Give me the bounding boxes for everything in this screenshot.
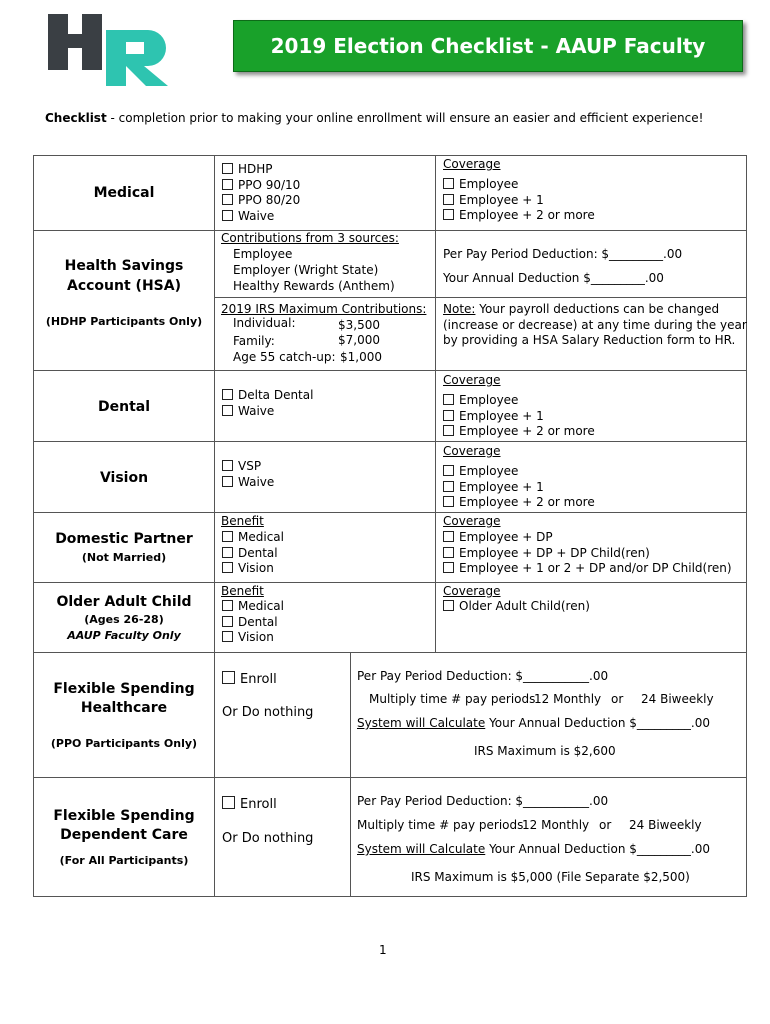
page-title-banner (233, 20, 743, 72)
dental-coverage-employee-plus-2[interactable]: Employee + 2 or more (443, 424, 595, 440)
dental-plan-delta[interactable]: Delta Dental (222, 388, 313, 404)
checkbox[interactable] (222, 600, 233, 611)
vision-label: Vision (99, 470, 149, 486)
vision-plan-vsp[interactable]: VSP (222, 459, 261, 475)
page-title: 2019 Election Checklist - AAUP Faculty (270, 34, 706, 58)
hsa-label-line1: Health Savings (64, 258, 184, 274)
checkbox[interactable] (443, 547, 454, 558)
checkbox[interactable] (443, 178, 454, 189)
medical-coverage-employee-plus-1[interactable]: Employee + 1 (443, 193, 544, 209)
checkbox[interactable] (222, 531, 233, 542)
medical-coverage-title: Coverage (443, 157, 501, 171)
checkbox[interactable] (222, 194, 233, 205)
checkbox[interactable] (222, 179, 233, 190)
domestic-coverage-employee-dp[interactable]: Employee + DP (443, 530, 553, 546)
medical-label: Medical (93, 185, 155, 201)
hsa-note-line1: Note: Your payroll deductions can be changed (443, 302, 720, 316)
row-divider (33, 370, 747, 371)
older-child-ages: (Ages 26-28) (84, 613, 164, 626)
fsa-health-biweekly: 24 Biweekly (641, 692, 714, 706)
hsa-max-individual-label: Individual: (233, 316, 296, 330)
medical-plan-ppo-90-10[interactable]: PPO 90/10 (222, 178, 300, 194)
row-divider (33, 777, 747, 778)
fsa-dependent-irs-max: IRS Maximum is $5,000 (File Separate $2,500) (411, 870, 690, 884)
hsa-per-pay-deduction[interactable]: Per Pay Period Deduction: $_________.00 (443, 247, 683, 261)
checkbox[interactable] (222, 547, 233, 558)
hsa-max-catchup-value: $1,000 (340, 350, 382, 364)
fsa-health-irs-max: IRS Maximum is $2,600 (474, 744, 616, 758)
fsa-dependent-multiply-label: Multiply time # pay periods (357, 818, 524, 832)
older-child-benefit-dental[interactable]: Dental (222, 615, 278, 631)
older-child-benefit-vision[interactable]: Vision (222, 630, 274, 646)
domestic-benefit-title: Benefit (221, 514, 264, 528)
domestic-benefit-dental[interactable]: Dental (222, 546, 278, 562)
dental-coverage-title: Coverage (443, 373, 501, 387)
hsa-annual-deduction[interactable]: Your Annual Deduction $_________.00 (443, 271, 664, 285)
domestic-partner-label: Domestic Partner (55, 531, 193, 547)
fsa-health-or: or (611, 692, 624, 706)
checkbox[interactable] (222, 476, 233, 487)
checkbox[interactable] (443, 562, 454, 573)
older-child-coverage-title: Coverage (443, 584, 501, 598)
medical-coverage-employee-plus-2[interactable]: Employee + 2 or more (443, 208, 595, 224)
checkbox[interactable] (222, 796, 235, 809)
hsa-note-line3: by providing a HSA Salary Reduction form to HR. (443, 333, 736, 347)
fsa-health-label-line2: Healthcare (80, 700, 168, 716)
intro-bold: Checklist (45, 111, 107, 125)
older-child-benefit-medical[interactable]: Medical (222, 599, 284, 615)
domestic-partner-sub-label: (Not Married) (81, 551, 167, 564)
vision-coverage-employee-plus-1[interactable]: Employee + 1 (443, 480, 544, 496)
checkbox[interactable] (222, 163, 233, 174)
checkbox[interactable] (443, 410, 454, 421)
row-divider (33, 512, 747, 513)
hsa-max-catchup-label: Age 55 catch-up: (233, 350, 336, 364)
fsa-dependent-enroll[interactable]: Enroll (222, 796, 277, 813)
hsa-max-individual-value: $3,500 (338, 318, 380, 332)
older-child-label: Older Adult Child (56, 594, 192, 610)
checkbox[interactable] (443, 209, 454, 220)
hsa-inner-divider (215, 297, 747, 298)
fsa-dependent-or: or (599, 818, 612, 832)
domestic-coverage-title: Coverage (443, 514, 501, 528)
vision-plan-waive[interactable]: Waive (222, 475, 274, 491)
medical-plan-hdhp[interactable]: HDHP (222, 162, 273, 178)
column-divider (214, 155, 215, 897)
fsa-dependent-biweekly: 24 Biweekly (629, 818, 702, 832)
hsa-source-healthy-rewards: Healthy Rewards (Anthem) (233, 279, 395, 293)
medical-plan-waive[interactable]: Waive (222, 209, 274, 225)
checkbox[interactable] (443, 394, 454, 405)
hr-logo (46, 14, 174, 86)
fsa-health-enroll[interactable]: Enroll (222, 671, 277, 688)
vision-coverage-employee-plus-2[interactable]: Employee + 2 or more (443, 495, 595, 511)
checkbox[interactable] (222, 616, 233, 627)
page-number: 1 (379, 943, 387, 957)
hsa-note-line2: (increase or decrease) at any time during the year (443, 318, 747, 332)
hsa-max-family-label: Family: (233, 334, 275, 348)
hsa-source-employee: Employee (233, 247, 293, 261)
checkbox[interactable] (443, 425, 454, 436)
fsa-health-label-line1: Flexible Spending (53, 681, 195, 697)
fsa-dependent-label-line2: Dependent Care (60, 827, 188, 843)
fsa-dependent-per-pay[interactable]: Per Pay Period Deduction: $___________.00 (357, 794, 609, 808)
older-child-benefit-title: Benefit (221, 584, 264, 598)
fsa-health-per-pay[interactable]: Per Pay Period Deduction: $___________.00 (357, 669, 609, 683)
checkbox[interactable] (443, 465, 454, 476)
fsa-dependent-label-line1: Flexible Spending (53, 808, 195, 824)
row-divider (33, 441, 747, 442)
intro-text (45, 111, 703, 125)
row-divider (33, 582, 747, 583)
hsa-source-employer: Employer (Wright State) (233, 263, 379, 277)
fsa-health-or-nothing: Or Do nothing (222, 705, 314, 720)
row-divider (33, 652, 747, 653)
dental-coverage-employee-plus-1[interactable]: Employee + 1 (443, 409, 544, 425)
domestic-benefit-medical[interactable]: Medical (222, 530, 284, 546)
checkbox[interactable] (222, 562, 233, 573)
checkbox[interactable] (222, 389, 233, 400)
checkbox[interactable] (443, 194, 454, 205)
hsa-contrib-title: Contributions from 3 sources: (221, 231, 399, 245)
vision-coverage-employee[interactable]: Employee (443, 464, 518, 480)
checkbox[interactable] (443, 496, 454, 507)
fsa-dependent-or-nothing: Or Do nothing (222, 831, 314, 846)
intro-rest: - completion prior to making your online enrollment will ensure an easier and efficient experience! (106, 111, 704, 125)
checkbox[interactable] (443, 531, 454, 542)
domestic-benefit-vision[interactable]: Vision (222, 561, 274, 577)
fsa-health-annual[interactable]: System will Calculate Your Annual Deduction $_________.00 (357, 716, 710, 730)
dental-coverage-employee[interactable]: Employee (443, 393, 518, 409)
dental-plan-waive[interactable]: Waive (222, 404, 274, 420)
checkbox[interactable] (443, 600, 454, 611)
checkbox[interactable] (222, 460, 233, 471)
fsa-health-sub-label: (PPO Participants Only) (50, 737, 198, 750)
older-child-coverage-children[interactable]: Older Adult Child(ren) (443, 599, 590, 615)
checkbox[interactable] (222, 671, 235, 684)
dental-label: Dental (97, 399, 151, 415)
vision-coverage-title: Coverage (443, 444, 501, 458)
domestic-coverage-employee-1-or-2-dp[interactable]: Employee + 1 or 2 + DP and/or DP Child(ren) (443, 561, 732, 577)
checkbox[interactable] (222, 405, 233, 416)
checkbox[interactable] (222, 631, 233, 642)
fsa-health-multiply-label: Multiply time # pay periods (369, 692, 536, 706)
fsa-dependent-monthly: 12 Monthly (522, 818, 590, 832)
hsa-label-line2: Account (HSA) (67, 278, 181, 294)
hsa-max-title: 2019 IRS Maximum Contributions: (221, 302, 427, 316)
medical-plan-ppo-80-20[interactable]: PPO 80/20 (222, 193, 300, 209)
fsa-health-monthly: 12 Monthly (534, 692, 602, 706)
column-divider (350, 652, 351, 897)
older-child-faculty-only: AAUP Faculty Only (67, 629, 181, 642)
checkbox[interactable] (443, 481, 454, 492)
fsa-dependent-sub-label: (For All Participants) (59, 854, 189, 867)
medical-coverage-employee[interactable]: Employee (443, 177, 518, 193)
domestic-coverage-employee-dp-children[interactable]: Employee + DP + DP Child(ren) (443, 546, 650, 562)
hsa-max-family-value: $7,000 (338, 333, 380, 347)
checkbox[interactable] (222, 210, 233, 221)
hsa-sub-label: (HDHP Participants Only) (45, 315, 203, 328)
fsa-dependent-annual[interactable]: System will Calculate Your Annual Deduction $_________.00 (357, 842, 710, 856)
